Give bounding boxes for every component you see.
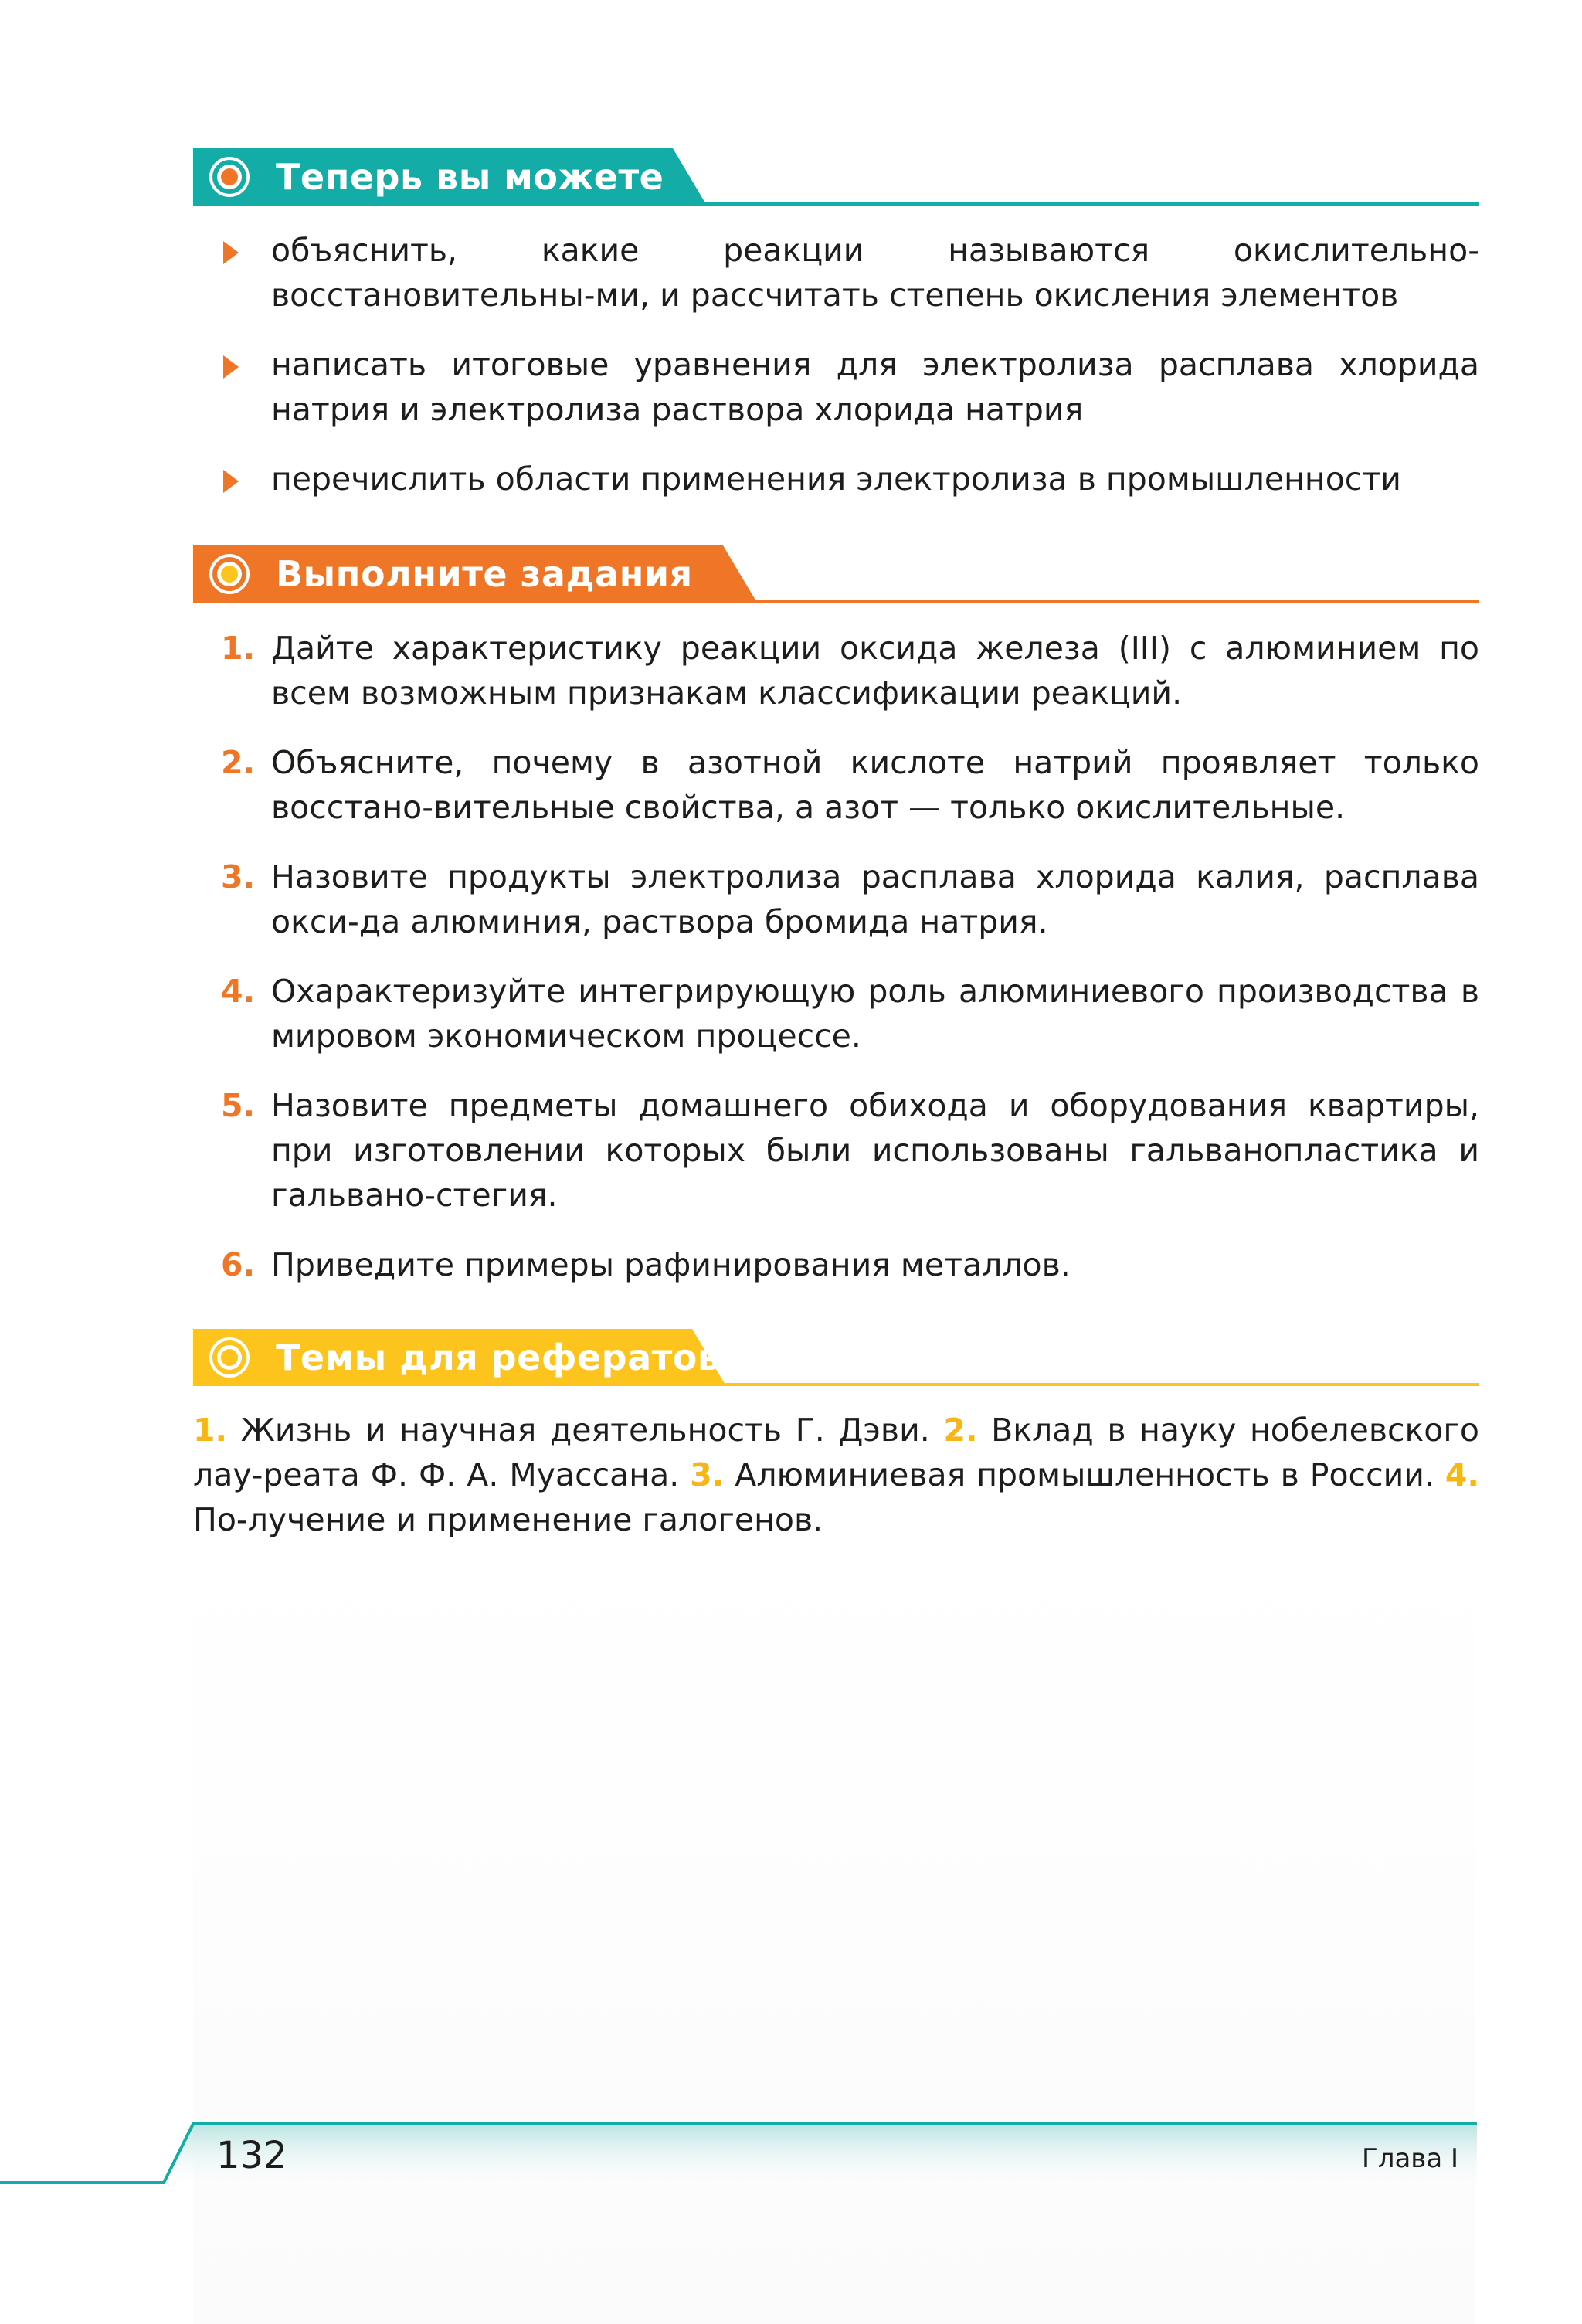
- topic-number: 2.: [943, 1412, 978, 1449]
- task-text: Назовите продукты электролиза расплава хлорида калия, расплава окси-да алюминия, раствора бромида натрия.: [271, 858, 1479, 940]
- task-number: 1.: [221, 630, 256, 667]
- task-item: [193, 626, 1479, 715]
- task-text: Дайте характеристику реакции оксида железа (III) с алюминием по всем возможным признакам классификации реакций.: [271, 630, 1479, 712]
- topic-text: Жизнь и научная деятельность Г. Дэви.: [227, 1412, 944, 1449]
- task-number: 6.: [221, 1246, 256, 1283]
- task-item: [193, 1083, 1479, 1218]
- section-header-topics: [193, 1329, 1479, 1386]
- topic-number: 4.: [1445, 1456, 1480, 1493]
- list-item: [193, 457, 1479, 501]
- chapter-label: Глава I: [1361, 2143, 1458, 2174]
- topic-number: 1.: [193, 1412, 228, 1449]
- task-number: 3.: [221, 858, 256, 895]
- topics-paragraph: [193, 1408, 1479, 1542]
- target-ring-icon: [209, 156, 250, 198]
- section-title: Выполните задания: [276, 553, 693, 595]
- topic-text: Вклад в науку нобелевского лау-реата Ф. Ф. А. Муассана.: [193, 1412, 1479, 1493]
- task-item: [193, 969, 1479, 1058]
- list-item-text: написать итоговые уравнения для электролиза расплава хлорида натрия и электролиза раствора хлорида натрия: [271, 346, 1479, 428]
- target-ring-icon: [209, 553, 250, 595]
- task-item: [193, 1242, 1479, 1287]
- task-number: 4.: [221, 973, 256, 1010]
- page-number: 132: [216, 2134, 287, 2177]
- list-item-text: перечислить области применения электролиза в промышленности: [271, 460, 1401, 498]
- task-item: [193, 740, 1479, 830]
- topic-number: 3.: [690, 1456, 725, 1493]
- task-item: [193, 855, 1479, 944]
- target-ring-icon: [209, 1337, 250, 1378]
- triangle-bullet-icon: [223, 470, 239, 493]
- task-text: Объясните, почему в азотной кислоте натрий проявляет только восстано-вительные свойства, а азот — только окислительные.: [271, 744, 1479, 826]
- section-title: Темы для рефератов: [276, 1337, 721, 1378]
- page-shade: [193, 1537, 1475, 2324]
- section-header-tasks: [193, 545, 1479, 603]
- task-number: 2.: [221, 744, 256, 781]
- topic-text: Алюминиевая промышленность в России.: [724, 1456, 1445, 1493]
- task-text: Охарактеризуйте интегрирующую роль алюминиевого производства в мировом экономическом процессе.: [271, 973, 1479, 1055]
- task-text: Приведите примеры рафинирования металлов.: [271, 1246, 1071, 1283]
- section-header-can: [193, 148, 1479, 206]
- topic-text: По-лучение и применение галогенов.: [193, 1501, 823, 1538]
- section-title: Теперь вы можете: [276, 156, 664, 198]
- task-list: [193, 626, 1479, 1312]
- triangle-bullet-icon: [223, 355, 239, 379]
- can-list: [193, 228, 1479, 526]
- task-number: 5.: [221, 1087, 256, 1124]
- list-item: [193, 342, 1479, 432]
- triangle-bullet-icon: [223, 241, 239, 264]
- list-item: [193, 228, 1479, 318]
- list-item-text: объяснить, какие реакции называются окислительно-восстановительны-ми, и рассчитать степень окисления элементов: [271, 232, 1479, 314]
- task-text: Назовите предметы домашнего обихода и оборудования квартиры, при изготовлении которых были использованы гальванопластика и гальвано-стегия.: [271, 1087, 1479, 1214]
